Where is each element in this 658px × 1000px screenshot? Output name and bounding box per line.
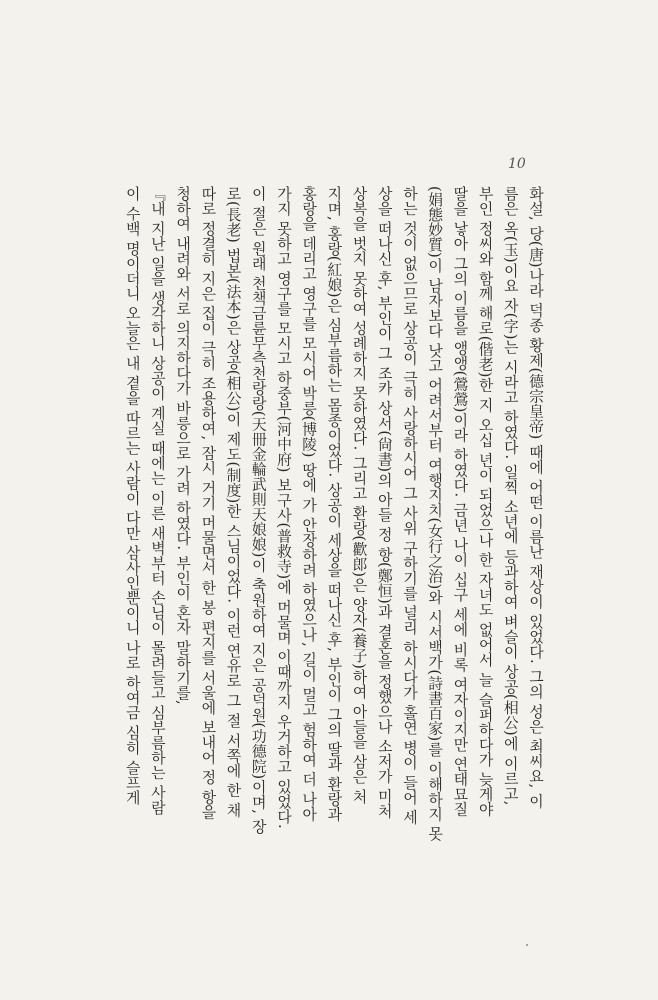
text-line: 부인 정씨와 함께 해로(偕老)한 지 오십 년이 되었으나 한 자녀도 없어서 늘 슬퍼하다가 늦게야 <box>476 186 494 817</box>
text-line: (娟態妙質)이 남자보다 낫고 어려서부터 여행지치(女行之治)와 시서백가(詩書百家)를 이해하지 못 <box>426 186 444 842</box>
text-line: 이 절은 원래 천책금륜무측천랑랑(天冊金輪武則天娘娘)이 축원하여 지은 공덕원(功德院)이며, 장 <box>249 186 267 835</box>
text-line: 상복을 벗지 못하여 성례하지 못하였다. 그리고 환랑(歡郎)은 양자(養子)하여 아들을 삼은 처 <box>350 186 368 804</box>
text-line: 따로 정결히 지은 집이 극히 조용하여, 잠시 거기 머물면서 한 봉 편지를 서울에 보내어 정 항을 <box>199 186 217 820</box>
text-line: 지며, 홍랑(紅娘)은 심부름하는 몸종이었다. 상공이 세상을 떠나신 후, 부인이 그의 딸과 환랑과 <box>325 186 343 822</box>
text-line: 상을 떠나신 후, 부인이 그 조카 상서(尙書)의 아들 정 항(鄭恒)과 결혼을 정했으나 소저가 미처 <box>375 186 393 819</box>
text-line: 홍랑을 데리고 영구를 모시어 박릉(博陵) 땅에 가 안장하려 하였으나, 길이 멀고 험하여 더 나아 <box>300 186 318 822</box>
text-line: 가지 못하고 영구를 모시고 하중부(河中府) 보구사(普救寺)에 머물며 이때까지 우거하고 있었다. <box>274 186 292 829</box>
text-line: 딸을 낳아 그의 이름을 앵앵(鶯鶯)이라 하였다. 금년 나이 십구 세에 비록 여자이지만 연태묘질 <box>451 186 469 817</box>
text-line: 이 수백 명이더니 오늘은 내 곁을 따르는 사람이 다만 삼사인뿐이니 나로 하여금 심히 슬프게 <box>123 186 141 805</box>
text-line: 화설, 당(唐)나라 덕종 황제(德宗皇帝) 때에 어떤 이름난 재상이 있었다. 그의 성은 최씨요, 이 <box>527 186 544 809</box>
text-line: 하는 것이 없으므로 상공이 극히 사랑하시어 그 사위 구하기를 널리 하시다가 홀연 병이 들어 세 <box>400 186 418 825</box>
text-line: 청하여 내려와 서로 의지하다가 바릉으로 가려 하였다. 부인이 혼자 말하기를, <box>174 186 192 705</box>
paper-speck <box>526 944 528 946</box>
text-line: 『내 지난 일을 생각하니 상공이 계실 때에는 이른 새벽부터 손님이 몰려들고 심부름하는 사람 <box>148 186 166 815</box>
page-number: 10 <box>508 156 526 172</box>
text-line: 름은 옥(玉)이요 자(字)는 시라고 하였다. 일찍 소년에 등과하여 벼슬이 상공(相公)에 이르고, <box>501 186 519 806</box>
vertical-text-block <box>118 186 548 928</box>
text-line: 로(長老) 법본(法本)은 상공(相公)이 제도(制度)한 스님이었다. 이런 연유로 그 절 서쪽에 한 채 <box>224 186 242 818</box>
